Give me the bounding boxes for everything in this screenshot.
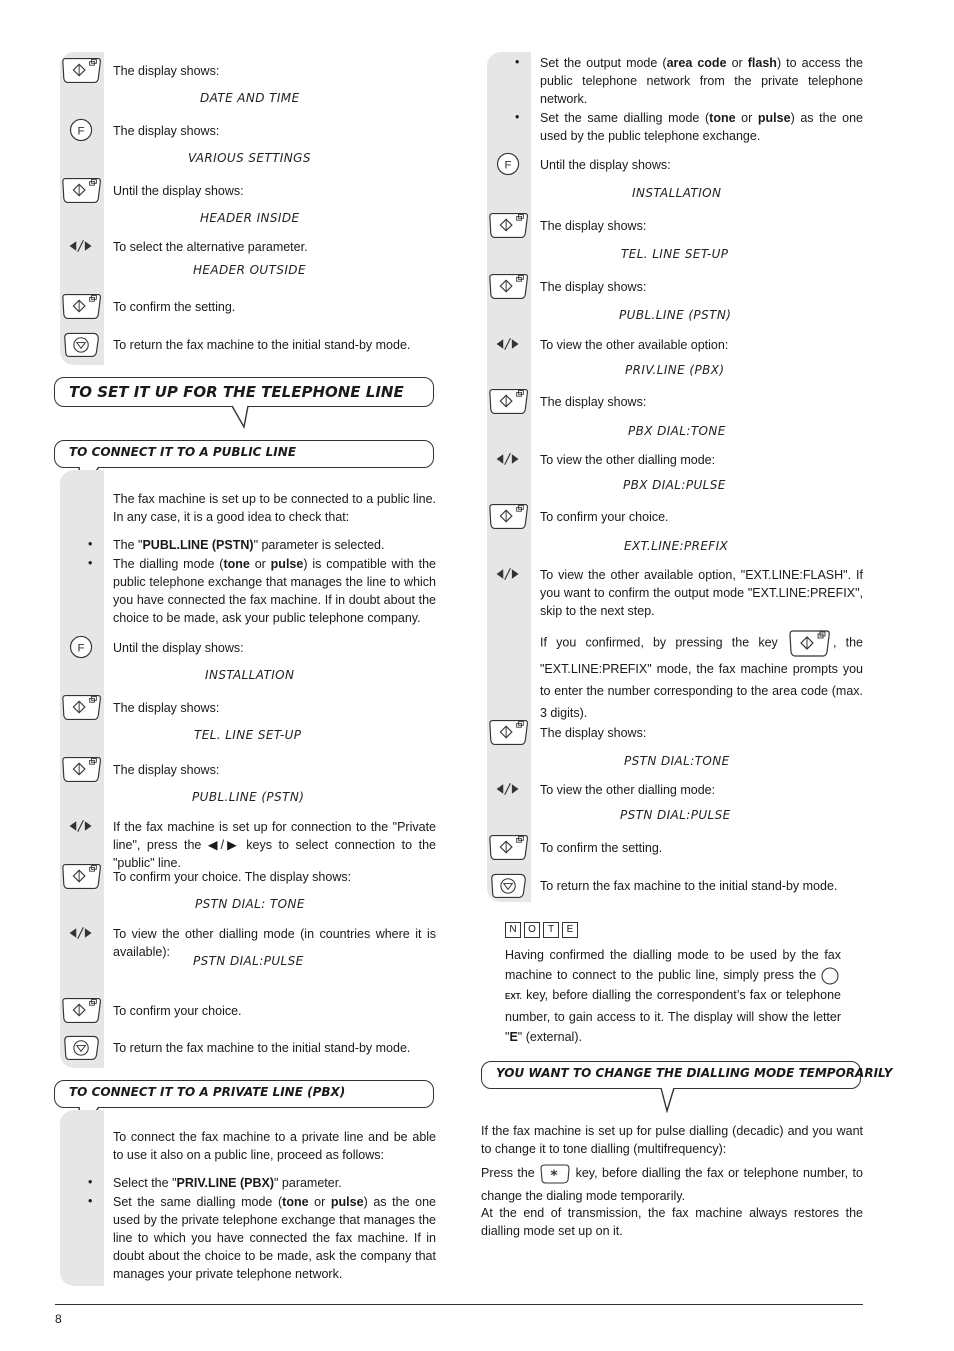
arrow-keys-icon: [60, 811, 104, 844]
public-line-header: [54, 440, 434, 468]
start-key-icon: [487, 717, 531, 750]
step-text: To return the fax machine to the initial stand-by mode.: [113, 1041, 411, 1055]
step-text: The display shows:: [113, 64, 220, 78]
confirm-prefix-text: If you confirmed, by pressing the key , the "EXT.LINE:PREFIX" mode, the fax machine prompts you to enter the number corresponding to the area code (max. 3 digits).: [540, 628, 863, 724]
function-key-icon: [487, 149, 531, 182]
step-text: To view the other dialling mode:: [540, 783, 716, 797]
private-bullet-2: Set the same dialling mode (tone or pulse) as the one used by the private telephone exchange that manages the line to which you have connected the fax machine. If in doubt about the choice to be made, ask the company that manages your private telephone network.: [113, 1195, 437, 1281]
output-mode-bullet: Set the output mode (area code or flash) to access the public telephone network from the private telephone network.: [540, 56, 863, 106]
display-text: HEADER INSIDE: [200, 211, 300, 225]
note-text: Having confirmed the dialling mode to be used by the fax machine to connect to the public line, simply press the EXT. key, before dialling the correspondent’s fax or telephone number, to gain access to it. The display will show the letter "E" (external).: [505, 948, 841, 1044]
private-line-header: [54, 1080, 434, 1108]
bullet: •: [88, 556, 93, 570]
display-text: DATE AND TIME: [200, 91, 300, 105]
function-key-icon: [60, 632, 104, 665]
display-text: VARIOUS SETTINGS: [188, 151, 311, 165]
step-text: Until the display shows:: [540, 158, 671, 172]
step-text: The display shows:: [540, 395, 647, 409]
note-label: [505, 921, 581, 938]
section-header: [54, 377, 434, 407]
start-key-icon: [787, 628, 833, 658]
step-text: The display shows:: [113, 763, 220, 777]
start-key-icon: [60, 995, 104, 1028]
step-text: To confirm the setting.: [540, 841, 663, 855]
start-key-icon: [60, 55, 104, 88]
arrow-keys-icon: [60, 918, 104, 951]
step-text: The display shows:: [540, 726, 647, 740]
step-text: The display shows:: [113, 124, 220, 138]
left-column: [60, 52, 436, 1292]
step-text: To view the other available option, "EXT.LINE:FLASH". If you want to confirm the output mode "EXT.LINE:PREFIX", skip to the next step.: [540, 568, 863, 618]
bullet: •: [88, 1194, 93, 1208]
function-key-icon: [60, 115, 104, 148]
start-key-icon: [487, 210, 531, 243]
start-key-icon: [60, 754, 104, 787]
dialling-mode-bullet: Set the same dialling mode (tone or pulse) as the one used by the public telephone exchange.: [540, 111, 864, 143]
temporary-p1: If the fax machine is set up for pulse dialling (decadic) and you want to change it to tone dialling (multifrequency):: [481, 1124, 863, 1156]
display-text: PBX DIAL:TONE: [628, 424, 726, 438]
display-text: INSTALLATION: [632, 186, 722, 200]
step-text: The display shows:: [540, 280, 647, 294]
public-bullet-1: The "PUBL.LINE (PSTN)" parameter is selected.: [113, 538, 385, 552]
ext-key-icon: [821, 967, 841, 985]
step-text: To confirm your choice.: [113, 1004, 242, 1018]
start-key-icon: [487, 501, 531, 534]
display-text: HEADER OUTSIDE: [193, 263, 306, 277]
step-text: To confirm your choice.: [540, 510, 669, 524]
start-key-icon: [487, 271, 531, 304]
private-bullet-1: Select the "PRIV.LINE (PBX)" parameter.: [113, 1176, 342, 1190]
start-key-icon: [487, 386, 531, 419]
display-text: PSTN DIAL:TONE: [624, 754, 730, 768]
public-line-title: TO CONNECT IT TO A PUBLIC LINE: [69, 445, 297, 459]
star-key-icon: [539, 1163, 571, 1185]
step-text: If the fax machine is set up for connection to the "Private line", press the ◀/▶ keys to select connection to the "public" line.: [113, 820, 436, 870]
note-letter: N: [505, 922, 521, 938]
step-text: Until the display shows:: [113, 184, 244, 198]
arrow-keys-icon: [487, 774, 531, 807]
step-text: The display shows:: [113, 701, 220, 715]
temporary-mode-title: YOU WANT TO CHANGE THE DIALLING MODE TEMPORARILY: [496, 1066, 893, 1080]
display-text: TEL. LINE SET-UP: [194, 728, 302, 742]
right-column: [481, 52, 893, 1252]
display-text: PRIV.LINE (PBX): [625, 363, 725, 377]
temporary-mode-header: [481, 1061, 893, 1089]
step-text: To view the other dialling mode:: [540, 453, 716, 467]
step-text: To view the other dialling mode (in countries where it is available):: [113, 927, 436, 959]
start-key-icon: [60, 861, 104, 894]
page-number: 8: [55, 1312, 62, 1326]
note-letter: E: [562, 922, 578, 938]
display-text: PSTN DIAL:PULSE: [620, 808, 731, 822]
footer-rule: [55, 1304, 863, 1305]
display-text: TEL. LINE SET-UP: [621, 247, 729, 261]
display-text: INSTALLATION: [205, 668, 295, 682]
temporary-p2: Press the * key, before dialling the fax or telephone number, to change the dialing mode temporarily.: [481, 1162, 863, 1207]
arrow-keys-icon: [487, 559, 531, 592]
public-bullet-2: The dialling mode (tone or pulse) is compatible with the public telephone exchange that manages the line to which you have connected the fax machine. If in doubt about the choice to be made, ask your public telephone company.: [113, 557, 436, 625]
arrow-keys-icon: [487, 444, 531, 477]
start-key-icon: [60, 291, 104, 324]
stop-key-icon: [60, 329, 104, 362]
bullet: •: [515, 110, 520, 124]
svg-text:*: *: [550, 1167, 558, 1184]
bullet: •: [515, 55, 520, 69]
section-title: TO SET IT UP FOR THE TELEPHONE LINE: [69, 383, 404, 401]
start-key-icon: [60, 175, 104, 208]
display-text: PUBL.LINE (PSTN): [192, 790, 305, 804]
private-line-title: TO CONNECT IT TO A PRIVATE LINE (PBX): [69, 1085, 346, 1099]
arrow-keys-icon: [487, 329, 531, 362]
step-text: To select the alternative parameter.: [113, 240, 308, 254]
display-text: EXT.LINE:PREFIX: [624, 539, 729, 553]
display-text: PUBL.LINE (PSTN): [619, 308, 732, 322]
display-text: PSTN DIAL:PULSE: [193, 954, 304, 968]
callout-pointer: [660, 1087, 682, 1113]
temporary-p3: At the end of transmission, the fax machine always restores the dialling mode set up on it.: [481, 1206, 863, 1238]
note-letter: O: [524, 922, 540, 938]
public-intro: The fax machine is set up to be connected to a public line. In any case, it is a good idea to check that:: [113, 492, 436, 524]
start-key-icon: [60, 692, 104, 725]
step-text: To confirm your choice. The display shows:: [113, 870, 352, 884]
step-text: To return the fax machine to the initial stand-by mode.: [113, 338, 411, 352]
bullet: •: [88, 1175, 93, 1189]
callout-pointer: [231, 405, 257, 429]
bullet: •: [88, 537, 93, 551]
display-text: PBX DIAL:PULSE: [623, 478, 726, 492]
display-text: PSTN DIAL: TONE: [195, 897, 305, 911]
step-text: The display shows:: [540, 219, 647, 233]
note-letter: T: [543, 922, 559, 938]
stop-key-icon: [60, 1032, 104, 1065]
arrow-keys-icon: [60, 231, 104, 264]
stop-key-icon: [487, 870, 531, 903]
private-intro: To connect the fax machine to a private line and be able to use it also on a public line, proceed as follows:: [113, 1130, 436, 1162]
step-text: To return the fax machine to the initial stand-by mode.: [540, 879, 838, 893]
step-text: To confirm the setting.: [113, 300, 236, 314]
step-text: Until the display shows:: [113, 641, 244, 655]
start-key-icon: [487, 832, 531, 865]
step-text: To view the other available option:: [540, 338, 729, 352]
